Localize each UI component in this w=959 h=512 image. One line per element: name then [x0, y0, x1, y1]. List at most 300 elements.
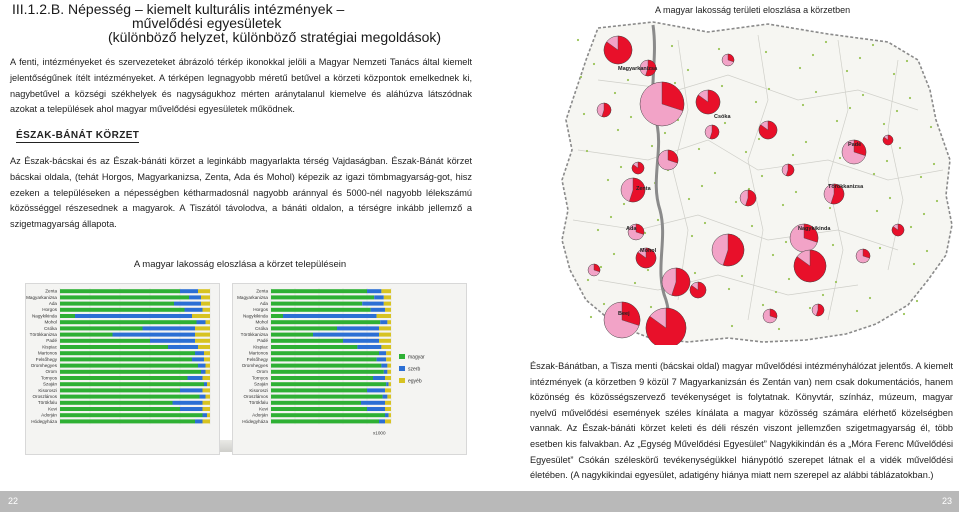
- chart-bar-magyar: [60, 407, 180, 411]
- map-dot: [620, 166, 622, 168]
- chart-bar-magyar: [60, 302, 174, 306]
- map-dot: [630, 116, 632, 118]
- section-paragraph: Az Észak-bácskai és az Észak-bánáti körzet a leginkább magyarlakta térség Vajdaságban. Észak-Bánát körzet bácskai oldala, (tehát Horgos, Magyarkanizsa, Zenta, Ada és Mohol) képezik az igazi tömbmagyarság-got, hisz ezeken a településeken a népességben kétharmadosnál nagyobb aránnyal és 5000-nél nagyobb lélekszámú közösséggel részesednek a magyarok. A Tiszától távolodva, a bánáti oldalon, a térségre inkább jellemző a szigetmagyarság állapota.: [10, 156, 472, 230]
- map-dot: [614, 92, 616, 94]
- chart-bar-szerb: [150, 339, 195, 343]
- chart-bar-magyar: [60, 345, 168, 349]
- map-dot: [617, 129, 619, 131]
- chart-bar-egyéb: [377, 314, 391, 318]
- chart-bar-magyar: [60, 413, 203, 417]
- map-dot: [782, 204, 784, 206]
- chart-bar-egyéb: [381, 289, 391, 293]
- map-dot: [913, 263, 915, 265]
- map-dot: [593, 63, 595, 65]
- chart-category-label: Hódegyháza: [242, 418, 268, 424]
- map-dot: [788, 278, 790, 280]
- chart-bar-egyéb: [387, 364, 391, 368]
- chart-category-label: Oroszlámos: [243, 394, 268, 399]
- map-dot: [691, 235, 693, 237]
- chart-category-label: Törökfalu: [37, 400, 57, 406]
- chart-bar-egyéb: [192, 314, 210, 318]
- chart-category-label: Zenta: [256, 288, 268, 294]
- map-dot: [886, 160, 888, 162]
- chart-category-label: Csóka: [43, 325, 57, 331]
- map-dot: [916, 300, 918, 302]
- chart-bar-egyéb: [201, 302, 210, 306]
- page-number-left: 22: [7, 496, 18, 506]
- map-place-label: Ada: [626, 226, 637, 232]
- bar-chart-2: [232, 283, 467, 455]
- legend-swatch: [399, 378, 405, 383]
- chart-bar-szerb: [173, 401, 203, 405]
- chart-bar-magyar: [60, 364, 198, 368]
- chart-category-label: Oromhegyes: [30, 363, 57, 368]
- map-dot: [795, 191, 797, 193]
- map-dot: [879, 247, 881, 249]
- chart-category-label: Törökkanizsa: [29, 332, 57, 337]
- chart-bar-magyar: [271, 320, 380, 324]
- map-dot: [600, 266, 602, 268]
- chart-bar-egyéb: [203, 401, 211, 405]
- bar-chart-1-svg: [26, 284, 221, 456]
- chart-category-label: Orom: [45, 369, 57, 375]
- right-paragraph: Észak-Bánátban, a Tisza menti (bácskai oldal) magyar művelődési intézményhálózat jelentős. A kiemelt intézmények (a körzetben 9 közül 7 Magyarkanizsán és Zentán van) nem csak dokumentációs, hanem közönség és közösségszervező tevékenységet is folytatnak. Könyvtár, színház, múzeum, magyar nyelvű művelődési események széles kínálata a magyar közösség számára elérhető közelségben vannak. Az Észak-bánáti körzet keleti és déli részén viszont jellemzően szigetmagyarság él, több esetben kis falvakban. Az „Egység Művelődési Egyesület” Nagykikindán és a „Móra Ferenc Művelődési Egyesület” Csókán széleskörű tevékenységükkel hiánypótló szerepet látnak el a vidék művelődési életében. (A nagykikindai egyesület, adatigény hiánya miatt nem szerepel az alábbi táblázatokban.): [530, 361, 953, 481]
- map-dot: [829, 207, 831, 209]
- chart-category-label: Törökkanizsa: [240, 332, 268, 337]
- chart-bar-egyéb: [381, 345, 391, 349]
- map-place-label: Zenta: [636, 186, 651, 192]
- chart-category-label: Nagykikinda: [31, 313, 57, 319]
- chart-bar-szerb: [283, 314, 377, 318]
- chart-category-label: Szaján: [253, 381, 268, 387]
- chart-category-label: Ada: [48, 301, 57, 306]
- chart-bar-szerb: [313, 333, 379, 337]
- map-dot: [731, 325, 733, 327]
- chart-bar-szerb: [371, 308, 385, 312]
- chapter-number: III.1.2.B.: [12, 1, 65, 17]
- legend-label: egyéb: [408, 378, 422, 385]
- chart-bar-szerb: [168, 345, 198, 349]
- chart-bar-egyéb: [203, 407, 211, 411]
- map-dot: [765, 51, 767, 53]
- map-dot: [805, 141, 807, 143]
- chart-bar-egyéb: [389, 382, 391, 386]
- map-dot: [607, 179, 609, 181]
- chart-bar-egyéb: [204, 357, 210, 361]
- map-dot: [933, 163, 935, 165]
- chart-bar-egyéb: [195, 333, 210, 337]
- chart-bar-egyéb: [384, 295, 391, 299]
- map-dot: [893, 73, 895, 75]
- chart-bar-szerb: [143, 326, 196, 330]
- chart-category-label: Magyarkanizsa: [26, 294, 57, 300]
- map-dot: [674, 82, 676, 84]
- chart-bar-egyéb: [384, 302, 391, 306]
- map-dot: [883, 123, 885, 125]
- chart-bar-szerb: [374, 295, 384, 299]
- map-dot: [832, 244, 834, 246]
- map-dot: [799, 67, 801, 69]
- map-dot: [923, 213, 925, 215]
- chart-bar-szerb: [357, 345, 381, 349]
- chart-category-label: Kispiac: [253, 344, 268, 350]
- chart-category-label: Mohol: [255, 319, 268, 325]
- chart-bar-szerb: [200, 395, 206, 399]
- chart-bar-szerb: [367, 289, 381, 293]
- section-heading: ÉSZAK-BÁNÁT KÖRZET: [16, 130, 140, 141]
- chart-bar-egyéb: [387, 395, 391, 399]
- chart-category-label: Felsőhegy: [35, 356, 57, 362]
- bar-chart-1: [25, 283, 220, 455]
- map-dot: [721, 85, 723, 87]
- chart-bar-magyar: [60, 308, 185, 312]
- map-place-label: Csóka: [714, 114, 731, 120]
- chart-bar-szerb: [180, 289, 198, 293]
- map-dot: [587, 279, 589, 281]
- map-dot: [812, 54, 814, 56]
- map-dot: [714, 172, 716, 174]
- chart-category-label: Horgos: [42, 307, 57, 313]
- chart-bar-szerb: [203, 413, 208, 417]
- chart-xlabel: x1000: [373, 430, 386, 436]
- chart-category-label: Martonos: [37, 350, 57, 356]
- chart-bar-szerb: [383, 395, 388, 399]
- map-dot: [785, 241, 787, 243]
- chart-bar-magyar: [271, 370, 384, 374]
- title-line-3: (különböző helyzet, különböző stratégiai megoldások): [108, 29, 442, 45]
- map-dot: [704, 222, 706, 224]
- chart-bar-egyéb: [385, 401, 391, 405]
- map-dot: [698, 148, 700, 150]
- chart-bar-egyéb: [385, 388, 391, 392]
- chart-category-label: Szaján: [42, 381, 57, 387]
- chart-category-label: Oroszlámos: [32, 394, 57, 399]
- map-dot: [694, 272, 696, 274]
- map-dot: [597, 229, 599, 231]
- right-page: [480, 0, 959, 512]
- map-dot: [768, 88, 770, 90]
- legend-label: szerb: [408, 366, 421, 373]
- chart-bar-szerb: [195, 419, 203, 423]
- map-dot: [873, 173, 875, 175]
- chart-bar-egyéb: [386, 357, 391, 361]
- map-dot: [664, 132, 666, 134]
- chart-bar-szerb: [195, 351, 204, 355]
- chart-bar-magyar: [60, 376, 188, 380]
- chart-bar-szerb: [192, 357, 204, 361]
- map-dot: [741, 275, 743, 277]
- chart-caption: A magyar lakosság eloszlása a körzet településein: [133, 259, 347, 270]
- map-place-label: Padé: [848, 142, 862, 148]
- chart-category-label: Magyarkanizsa: [237, 294, 268, 300]
- map-dot: [846, 70, 848, 72]
- chart-bar-egyéb: [206, 364, 211, 368]
- map-dot: [910, 226, 912, 228]
- chart-bar-szerb: [386, 382, 388, 386]
- map-dot: [627, 79, 629, 81]
- chart-category-label: Felsőhegy: [246, 356, 268, 362]
- map-dot: [920, 176, 922, 178]
- map-dot: [634, 282, 636, 284]
- legend-swatch: [399, 366, 405, 371]
- map-dot: [623, 203, 625, 205]
- chart-category-label: Kevi: [48, 406, 57, 412]
- map-dot: [876, 210, 878, 212]
- map-dot: [762, 304, 764, 306]
- chart-bar-magyar: [60, 295, 189, 299]
- map-dot: [751, 225, 753, 227]
- chart-category-label: Csóka: [254, 325, 268, 331]
- chart-bar-szerb: [385, 413, 389, 417]
- map-dot: [580, 76, 582, 78]
- chart-category-label: Hódegyháza: [31, 418, 57, 424]
- chart-bar-szerb: [75, 314, 192, 318]
- chart-bar-szerb: [204, 382, 207, 386]
- map-dot: [836, 120, 838, 122]
- map-place-label: Nagykikinda: [798, 226, 831, 232]
- chart-bar-magyar: [271, 419, 379, 423]
- chart-bar-magyar: [271, 308, 371, 312]
- chart-category-label: Zenta: [45, 288, 57, 294]
- chart-bar-szerb: [113, 333, 196, 337]
- chart-bar-szerb: [380, 320, 387, 324]
- chart-bar-egyéb: [379, 339, 391, 343]
- footer-bar: [0, 491, 959, 512]
- map-dot: [728, 288, 730, 290]
- chart-bar-szerb: [201, 370, 206, 374]
- map: [558, 20, 954, 345]
- chart-category-label: Padé: [46, 338, 57, 344]
- chart-category-label: Adorján: [252, 412, 268, 418]
- chart-bar-szerb: [174, 302, 201, 306]
- chart-bar-szerb: [381, 364, 387, 368]
- chart-bar-egyéb: [207, 382, 210, 386]
- chart-bar-magyar: [60, 357, 192, 361]
- map-dot: [761, 175, 763, 177]
- chart-category-label: Kevi: [259, 406, 268, 412]
- chart-bar-egyéb: [385, 308, 391, 312]
- bar-chart-2-svg: [233, 284, 468, 456]
- chart-bar-egyéb: [203, 376, 211, 380]
- chart-bar-magyar: [60, 326, 143, 330]
- chart-bar-szerb: [384, 370, 388, 374]
- map-dot: [671, 45, 673, 47]
- chart-bar-magyar: [60, 351, 195, 355]
- map-dot: [647, 269, 649, 271]
- chart-bar-magyar: [60, 320, 197, 324]
- map-dot: [651, 145, 653, 147]
- chart-category-label: Orom: [256, 369, 268, 375]
- chart-bar-szerb: [367, 407, 385, 411]
- map-dot: [839, 157, 841, 159]
- chart-bar-szerb: [379, 351, 386, 355]
- chart-bar-egyéb: [204, 351, 210, 355]
- map-dot: [849, 107, 851, 109]
- map-svg: [558, 20, 954, 345]
- map-dot: [778, 328, 780, 330]
- chart-bar-szerb: [198, 364, 206, 368]
- map-dot: [896, 110, 898, 112]
- chart-bar-szerb: [373, 376, 385, 380]
- map-dot: [835, 281, 837, 283]
- map-dot: [862, 94, 864, 96]
- chart-bar-magyar: [60, 314, 75, 318]
- title-line-2: művelődési egyesületek: [132, 15, 282, 31]
- chart-bar-egyéb: [385, 376, 391, 380]
- chart-bar-egyéb: [203, 388, 211, 392]
- chart-category-label: Kisoroszi: [249, 387, 268, 393]
- page-title: [12, 2, 452, 44]
- map-dot: [603, 303, 605, 305]
- map-dot: [872, 44, 874, 46]
- chart-bar-egyéb: [206, 370, 211, 374]
- chart-bar-egyéb: [387, 320, 391, 324]
- chart-bar-szerb: [337, 326, 379, 330]
- map-dot: [822, 294, 824, 296]
- chart-bar-magyar: [60, 339, 150, 343]
- map-dot: [745, 151, 747, 153]
- chart-bar-magyar: [60, 333, 113, 337]
- chart-category-label: Ada: [259, 301, 268, 306]
- chart-bar-szerb: [361, 401, 385, 405]
- chart-bar-szerb: [185, 308, 203, 312]
- chart-bar-magyar: [271, 376, 373, 380]
- chart-bar-magyar: [60, 388, 180, 392]
- chart-bar-magyar: [271, 401, 361, 405]
- chart-bar-magyar: [60, 401, 173, 405]
- chart-bar-magyar: [271, 289, 367, 293]
- map-place-label: Törökkanizsa: [828, 184, 864, 190]
- chart-bar-egyéb: [206, 395, 211, 399]
- map-place-label: Magyarkanizsa: [618, 66, 658, 72]
- chart-bar-egyéb: [203, 308, 211, 312]
- chart-bar-magyar: [271, 351, 379, 355]
- chart-bar-magyar: [271, 382, 386, 386]
- chart-category-label: Mohol: [44, 319, 57, 325]
- map-dot: [809, 307, 811, 309]
- map-dot: [735, 201, 737, 203]
- chart-bar-magyar: [271, 364, 381, 368]
- map-dot: [909, 97, 911, 99]
- chart-bar-magyar: [271, 339, 343, 343]
- map-dot: [701, 185, 703, 187]
- chart-bar-magyar: [271, 302, 362, 306]
- chart-bar-magyar: [271, 407, 367, 411]
- map-dot: [577, 39, 579, 41]
- chart-bar-magyar: [271, 345, 357, 349]
- legend-swatch: [399, 354, 405, 359]
- chart-bar-egyéb: [387, 370, 391, 374]
- map-dot: [583, 113, 585, 115]
- page-number-right: 23: [941, 496, 952, 506]
- chart-bar-magyar: [271, 395, 383, 399]
- chart-bar-szerb: [343, 339, 379, 343]
- map-dot: [590, 316, 592, 318]
- chart-bar-egyéb: [201, 295, 210, 299]
- map-dot: [859, 57, 861, 59]
- map-dot: [758, 138, 760, 140]
- map-dot: [724, 122, 726, 124]
- chart-bar-magyar: [60, 289, 180, 293]
- chart-bar-magyar: [271, 295, 374, 299]
- chart-category-label: Adorján: [41, 412, 57, 418]
- chart-bar-szerb: [189, 295, 201, 299]
- map-dot: [687, 69, 689, 71]
- chart-bar-magyar: [60, 395, 200, 399]
- chart-category-label: Tornyos: [40, 375, 57, 381]
- map-dot: [718, 48, 720, 50]
- chart-bar-egyéb: [379, 333, 391, 337]
- chart-category-label: Padé: [257, 338, 268, 344]
- map-dot: [936, 200, 938, 202]
- chart-category-label: Törökfalu: [248, 400, 268, 406]
- chart-category-label: Nagykikinda: [242, 313, 268, 319]
- map-dot: [906, 60, 908, 62]
- map-dot: [889, 197, 891, 199]
- map-dot: [926, 250, 928, 252]
- chart-bar-egyéb: [385, 407, 391, 411]
- chart-category-label: Oromhegyes: [241, 363, 268, 368]
- map-dot: [899, 147, 901, 149]
- map-place-label: Mohol: [640, 248, 657, 254]
- chart-bar-magyar: [60, 382, 204, 386]
- chart-bar-egyéb: [386, 351, 391, 355]
- map-dot: [586, 150, 588, 152]
- chart-bar-szerb: [379, 419, 385, 423]
- chart-bar-magyar: [271, 326, 337, 330]
- chart-bar-egyéb: [385, 419, 391, 423]
- chart-bar-egyéb: [379, 326, 391, 330]
- map-dot: [792, 154, 794, 156]
- map-dot: [657, 219, 659, 221]
- map-dot: [613, 253, 615, 255]
- chart-bar-szerb: [180, 407, 203, 411]
- chart-bar-szerb: [362, 302, 384, 306]
- map-caption: A magyar lakosság területi eloszlása a körzetben: [655, 5, 851, 15]
- chart-bar-magyar: [271, 413, 385, 417]
- chart-bar-szerb: [180, 388, 203, 392]
- map-dot: [610, 216, 612, 218]
- chart-bar-szerb: [377, 357, 387, 361]
- chart-bar-egyéb: [207, 413, 210, 417]
- chart-category-label: Kisoroszi: [38, 387, 57, 393]
- chart-bar-egyéb: [195, 326, 210, 330]
- chart-bar-szerb: [367, 388, 385, 392]
- map-dot: [775, 291, 777, 293]
- map-dot: [688, 198, 690, 200]
- map-dot: [650, 306, 652, 308]
- chart-category-label: Martonos: [248, 350, 268, 356]
- chart-bar-egyéb: [195, 339, 210, 343]
- chart-bar-szerb: [197, 320, 206, 324]
- intro-paragraph: A fenti, intézményeket és szervezeteket ábrázoló térkép ikonokkal jelöli a Magyar Nemzeti Tanács által kiemelt jelentőségűnek ítélt intézményeket. A térképen legnagyobb méretű betűvel a körzeti központok emelkednek ki, nagybetűvel a községi székhelyek és nagyságukhoz mérten aránytalanul kiemelve és aláhúzva látszódnak azokat a települések ahol magyar művelődési egyesületek működnek.: [10, 57, 472, 115]
- map-dot: [856, 310, 858, 312]
- map-dot: [802, 104, 804, 106]
- map-place-label: Beej: [618, 311, 630, 317]
- chart-category-label: Tornyos: [251, 375, 268, 381]
- map-dot: [825, 41, 827, 43]
- chart-category-label: Horgos: [253, 307, 268, 313]
- map-dot: [815, 91, 817, 93]
- chart-bar-egyéb: [206, 320, 211, 324]
- map-dot: [903, 313, 905, 315]
- map-dot: [869, 297, 871, 299]
- legend-label: magyar: [408, 354, 425, 361]
- map-dot: [755, 101, 757, 103]
- chart-bar-magyar: [271, 357, 377, 361]
- chart-bar-egyéb: [198, 345, 210, 349]
- chart-category-label: Kispiac: [42, 344, 57, 350]
